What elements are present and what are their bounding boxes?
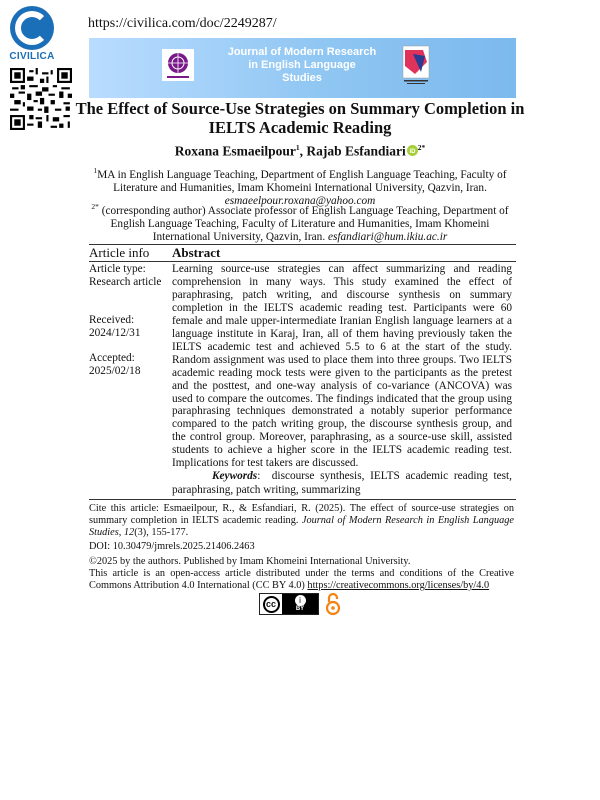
author-name: Roxana Esmaeilpour: [174, 143, 296, 159]
civilica-logo-text: CIVILICA: [9, 51, 55, 62]
orcid-icon[interactable]: [407, 145, 418, 156]
author-name: Rajab Esfandiari: [306, 143, 406, 159]
article-type-value: Research article: [89, 275, 162, 288]
paper-title: The Effect of Source-Use Strategies on Summary Completion in IELTS Academic Reading: [75, 99, 525, 137]
citation: [89, 503, 514, 539]
keywords: [172, 470, 512, 497]
citation-issue: (3), 155-177.: [134, 527, 189, 538]
author-line: [70, 143, 530, 160]
article-info-heading: Article info: [89, 245, 150, 260]
received-date: [89, 314, 169, 340]
citation-comma: ,: [118, 527, 124, 538]
citation-volume: 12: [123, 527, 135, 538]
journal-title: Journal of Modern Research in English Language Studies: [227, 46, 377, 84]
affiliation-text: (corresponding author) Associate professor of English Language Teaching, Department of English Language Teaching, Faculty of Literature and Humanities, Imam Khomeini International University, Qazvin, Iran.: [98, 204, 509, 244]
author-separator: ,: [299, 143, 307, 159]
license-statement: [89, 568, 514, 592]
received-value: 2024/12/31: [89, 326, 141, 339]
affiliation-text: MA in English Language Teaching, Department of English Language Teaching, Faculty of Literature and Humanities, Imam Khomeini International University, Qazvin, Iran.: [97, 168, 507, 194]
cc-by-badge[interactable]: [259, 593, 319, 615]
divider: [89, 244, 516, 245]
doi[interactable]: DOI: 10.30479/jmrels.2025.21406.2463: [89, 541, 255, 552]
author-superscript: 2*: [417, 143, 426, 152]
received-label: Received:: [89, 314, 135, 326]
svg-text:iD: iD: [409, 148, 416, 155]
accepted-label: Accepted:: [89, 352, 135, 364]
divider: [89, 261, 516, 262]
affiliation-email[interactable]: esmaeelpour.roxana@yahoo.com: [224, 195, 376, 208]
copyright: ©2025 by the authors. Published by Imam Khomeini International University.: [89, 556, 411, 567]
abstract-text: Learning source-use strategies can affect summarizing and reading comprehension in many ways. This study examined the effect of paraphrasing, patch writing, and discourse synthesis on summary completion in the IELTS academic reading test. Participants were 60 female and male upper-intermediate Iranian English language learners at a language institute in Karaj, Iran, all of them having previously taken the IELTS academic test and achieved 5.5 to 6 at the start of the study. Random assignment was used to place them into three groups. Two IELTS academic reading mock tests were given to the participants as the pretest and the posttest, and one-way analysis of co-variance (ANCOVA) was used to compare the outcomes. The findings indicated that the group using paraphrasing techniques demonstrated a notably superior performance compared to the patch writing group, the discourse synthesis group, and the control group. Moreover, paraphrasing, as a source-use skill, assisted students to achieve a higher score in the IELTS academic reading test. Implications for test takers are discussed.: [172, 263, 512, 470]
journal-banner: [89, 38, 516, 98]
qr-code-icon: [10, 68, 72, 130]
divider: [89, 499, 516, 500]
affiliation-email[interactable]: esfandiari@hum.ikiu.ac.ir: [327, 231, 448, 244]
author-superscript: 1: [295, 143, 300, 152]
abstract-heading: Abstract: [172, 245, 221, 260]
civilica-logo-icon: [10, 6, 54, 50]
license-link[interactable]: https://creativecommons.org/licenses/by/4.0: [307, 580, 490, 591]
cc-icon: cc: [263, 596, 280, 613]
cc-by-label: BY: [295, 606, 305, 612]
affiliation-2: [82, 200, 518, 244]
citation-journal: Journal of Modern Research in English Language Studies: [89, 515, 514, 538]
accepted-date: [89, 352, 169, 378]
accepted-value: 2025/02/18: [89, 364, 141, 377]
article-type-label: Article type:: [89, 263, 146, 275]
civilica-logo[interactable]: [6, 6, 58, 62]
keywords-value: discourse synthesis, IELTS academic reading test, paraphrasing, patch writing, summarizing: [172, 470, 513, 496]
citation-text: Cite this article: Esmaeilpour, R., & Esfandiari, R. (2025). The effect of source-use strategies on summary completion in IELTS academic reading.: [89, 503, 514, 526]
attribution-icon: i: [295, 595, 306, 606]
university-logo-icon: [161, 48, 195, 82]
journal-cover-icon: [401, 44, 431, 86]
document-url[interactable]: https://civilica.com/doc/2249287/: [88, 16, 277, 31]
article-type: [89, 263, 169, 289]
open-access-icon: [326, 592, 340, 616]
keywords-colon: :: [257, 470, 261, 482]
affiliation-superscript: 2*: [91, 202, 99, 211]
license-text: This article is an open-access article distributed under the terms and conditions of the Creative Commons Attribution 4.0 International (CC BY 4.0): [89, 568, 514, 591]
keywords-label: Keywords: [212, 470, 258, 482]
affiliation-superscript: 1: [93, 166, 98, 175]
